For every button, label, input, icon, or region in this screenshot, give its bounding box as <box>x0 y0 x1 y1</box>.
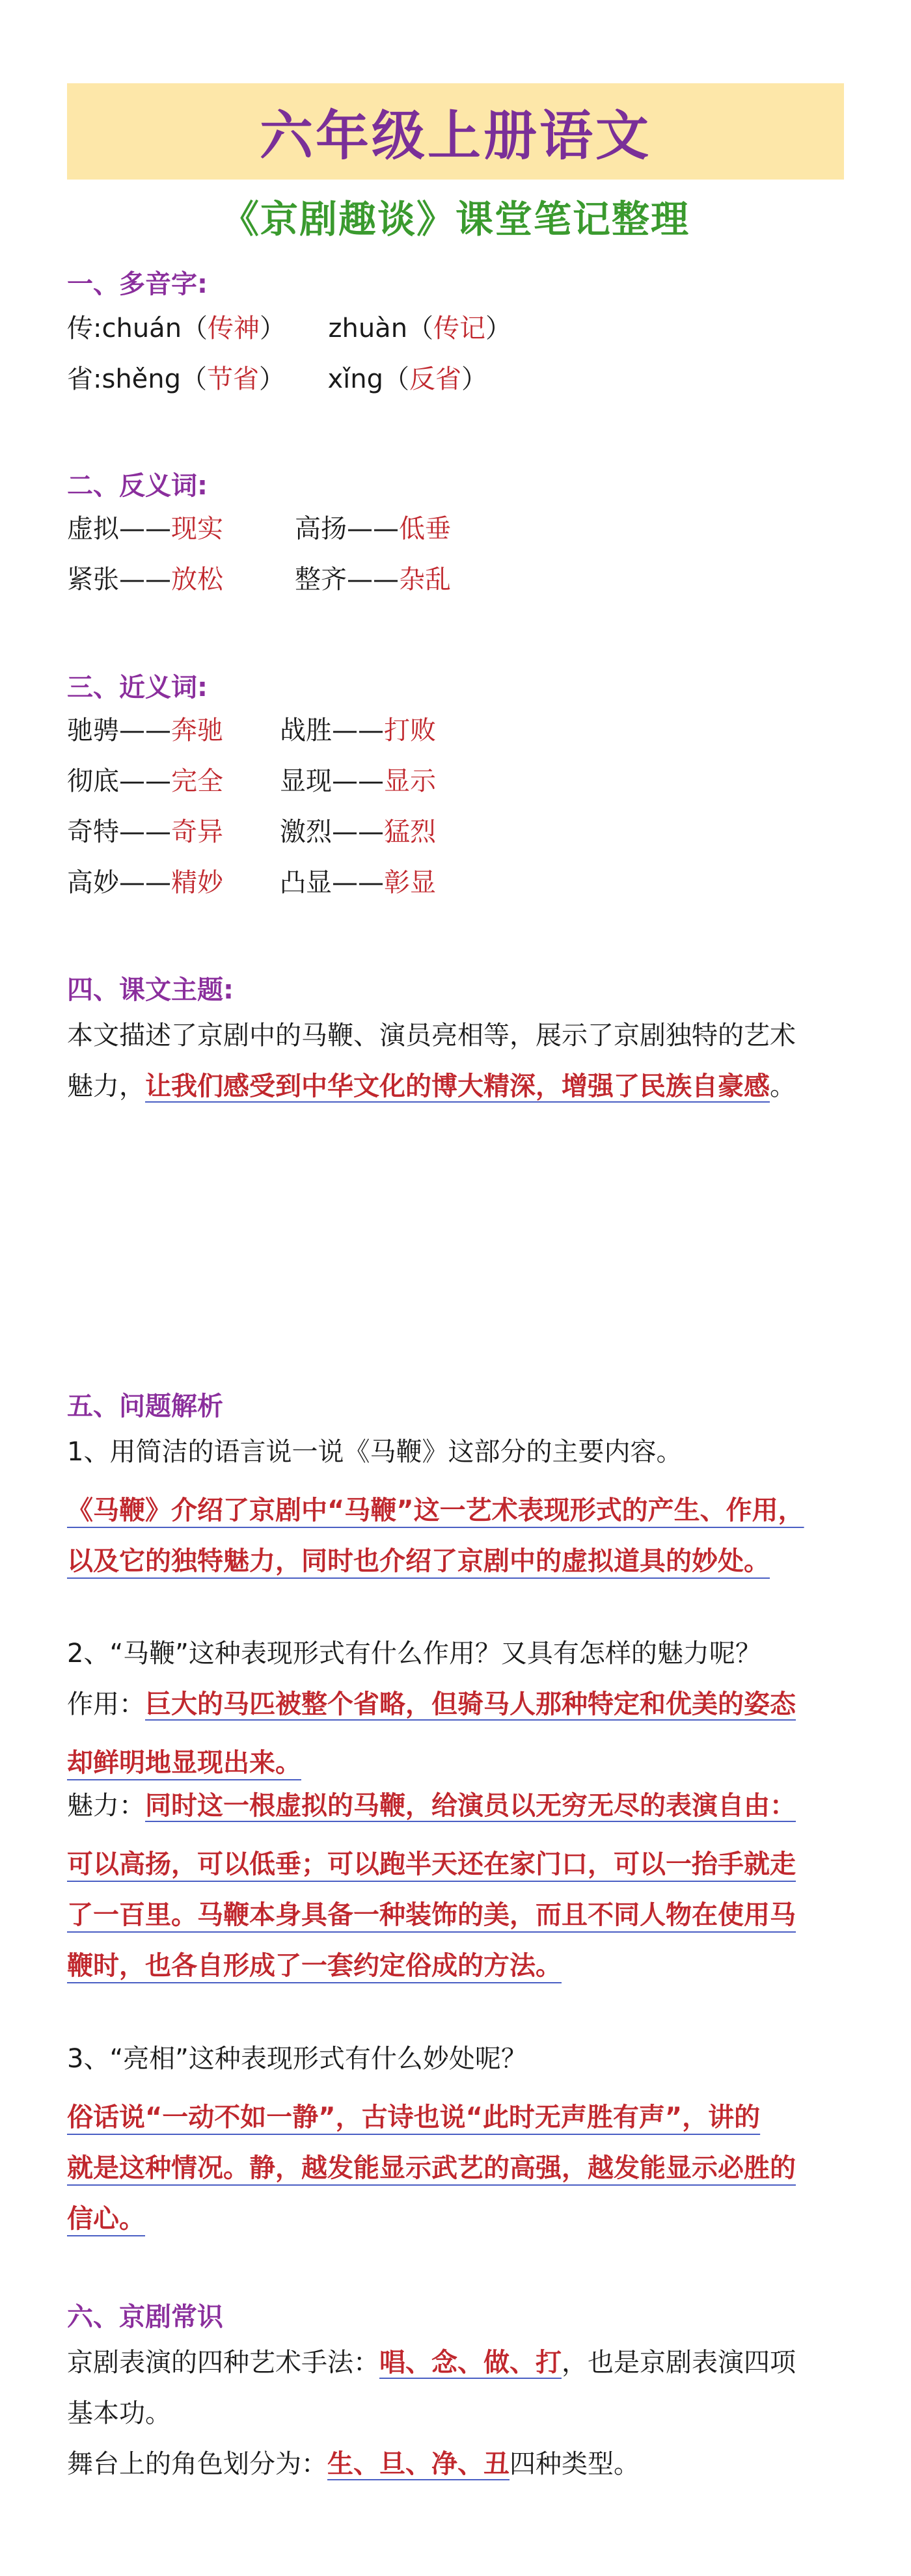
polyphone-char: 传: <box>67 314 102 343</box>
knowledge-text: 舞台上的角色划分为： <box>67 2449 327 2479</box>
theme-text: 魅力， <box>67 1071 145 1101</box>
answer-2-charm <box>67 1793 796 1819</box>
paren: ） <box>259 364 286 394</box>
section-heading-polyphones: 一、多音字: <box>67 269 208 299</box>
answer-2-effect <box>67 1691 796 1717</box>
synonym-row <box>280 718 436 744</box>
antonym-row <box>67 516 223 542</box>
synonym: 精妙 <box>171 868 223 898</box>
pinyin: shěng（ <box>102 364 208 394</box>
answer-text: 同时这一根虚拟的马鞭，给演员以无穷无尽的表演自由： <box>145 1791 796 1821</box>
answer-2-charm-line: 可以高扬，可以低垂；可以跑半天还在家门口，可以一抬手就走 <box>67 1849 796 1879</box>
example-word: 传记 <box>433 314 486 343</box>
synonym: 奔驰 <box>171 716 223 745</box>
word: 战胜—— <box>280 716 384 745</box>
word: 奇特—— <box>67 817 171 847</box>
synonym: 打败 <box>384 716 436 745</box>
knowledge-highlight: 唱、念、做、打 <box>379 2348 562 2378</box>
polyphone-row <box>67 366 487 392</box>
pinyin: chuán（ <box>102 314 208 343</box>
example-word: 节省 <box>207 364 260 394</box>
answer-3-line: 信心。 <box>67 2204 145 2234</box>
page-subtitle: 《京剧趣谈》课堂笔记整理 <box>221 197 690 241</box>
knowledge-highlight: 生、旦、净、丑 <box>327 2449 510 2479</box>
theme-line-2 <box>67 1073 796 1099</box>
knowledge-text: ，也是京剧表演四项 <box>562 2348 796 2378</box>
synonym-row <box>67 819 223 845</box>
knowledge-line-1 <box>67 2350 796 2376</box>
synonym: 奇异 <box>171 817 223 847</box>
paren: ） <box>485 314 512 343</box>
antonym-row <box>295 516 451 542</box>
answer-text: 巨大的马匹被整个省略，但骑马人那种特定和优美的姿态 <box>145 1689 796 1719</box>
synonym: 完全 <box>171 766 223 796</box>
answer-1-line: 以及它的独特魅力，同时也介绍了京剧中的虚拟道具的妙处。 <box>67 1546 770 1576</box>
synonym: 显示 <box>384 766 436 796</box>
paren: ） <box>461 364 487 394</box>
answer-2-effect-line: 却鲜明地显现出来。 <box>67 1748 301 1778</box>
knowledge-line-3 <box>67 2451 640 2477</box>
word: 虚拟—— <box>67 514 171 544</box>
answer-2-charm-line: 了一百里。马鞭本身具备一种装饰的美，而且不同人物在使用马 <box>67 1900 796 1930</box>
antonym: 杂乱 <box>399 565 451 595</box>
knowledge-text: 四种类型。 <box>510 2449 640 2479</box>
pinyin: xǐng（ <box>327 364 409 394</box>
question-2: 2、“马鞭”这种表现形式有什么作用？又具有怎样的魅力呢？ <box>67 1639 761 1669</box>
antonym: 现实 <box>171 514 223 544</box>
synonym-row <box>280 870 436 896</box>
word: 彻底—— <box>67 766 171 796</box>
word: 凸显—— <box>280 868 384 898</box>
word: 紧张—— <box>67 565 171 595</box>
answer-label: 作用： <box>67 1689 145 1719</box>
word: 整齐—— <box>295 565 399 595</box>
section-heading-theme: 四、课文主题: <box>67 975 234 1005</box>
synonym: 彰显 <box>384 868 436 898</box>
antonym: 放松 <box>171 565 223 595</box>
knowledge-text: 京剧表演的四种艺术手法： <box>67 2348 379 2378</box>
theme-line-1: 本文描述了京剧中的马鞭、演员亮相等，展示了京剧独特的艺术 <box>67 1021 796 1051</box>
word: 激烈—— <box>280 817 384 847</box>
polyphone-row <box>67 315 511 342</box>
synonym-row <box>67 870 223 896</box>
synonym-row <box>280 768 436 794</box>
theme-highlight: 让我们感受到中华文化的博大精深，增强了民族自豪感 <box>145 1071 770 1101</box>
question-3: 3、“亮相”这种表现形式有什么妙处呢？ <box>67 2044 527 2074</box>
synonym-row <box>67 768 223 794</box>
answer-3-line: 就是这种情况。静，越发能显示武艺的高强，越发能显示必胜的 <box>67 2153 796 2183</box>
answer-3-line: 俗话说“一动不如一静”，古诗也说“此时无声胜有声”，讲的 <box>67 2102 761 2132</box>
question-1: 1、用简洁的语言说一说《马鞭》这部分的主要内容。 <box>67 1437 683 1467</box>
polyphone-char: 省: <box>67 364 102 394</box>
section-heading-antonyms: 二、反义词: <box>67 471 208 501</box>
answer-1-line: 《马鞭》介绍了京剧中“马鞭”这一艺术表现形式的产生、作用， <box>67 1496 804 1525</box>
paren: ） <box>260 314 286 343</box>
antonym-row <box>67 567 223 593</box>
example-word: 反省 <box>409 364 461 394</box>
antonym: 低垂 <box>399 514 451 544</box>
knowledge-line-2: 基本功。 <box>67 2398 171 2428</box>
answer-label: 魅力： <box>67 1791 145 1821</box>
section-heading-questions: 五、问题解析 <box>67 1391 223 1421</box>
word: 显现—— <box>280 766 384 796</box>
word: 高扬—— <box>295 514 399 544</box>
synonym-row <box>280 819 436 845</box>
section-heading-opera-knowledge: 六、京剧常识 <box>67 2302 223 2332</box>
answer-2-charm-line: 鞭时，也各自形成了一套约定俗成的方法。 <box>67 1951 562 1981</box>
word: 驰骋—— <box>67 716 171 745</box>
theme-text: 。 <box>770 1071 796 1101</box>
page-title: 六年级上册语文 <box>259 105 651 167</box>
section-heading-synonyms: 三、近义词: <box>67 673 208 703</box>
example-word: 传神 <box>208 314 260 343</box>
word: 高妙—— <box>67 868 171 898</box>
title-banner <box>67 83 844 180</box>
antonym-row <box>295 567 451 593</box>
pinyin: zhuàn（ <box>328 314 434 343</box>
synonym: 猛烈 <box>384 817 436 847</box>
synonym-row <box>67 718 223 744</box>
